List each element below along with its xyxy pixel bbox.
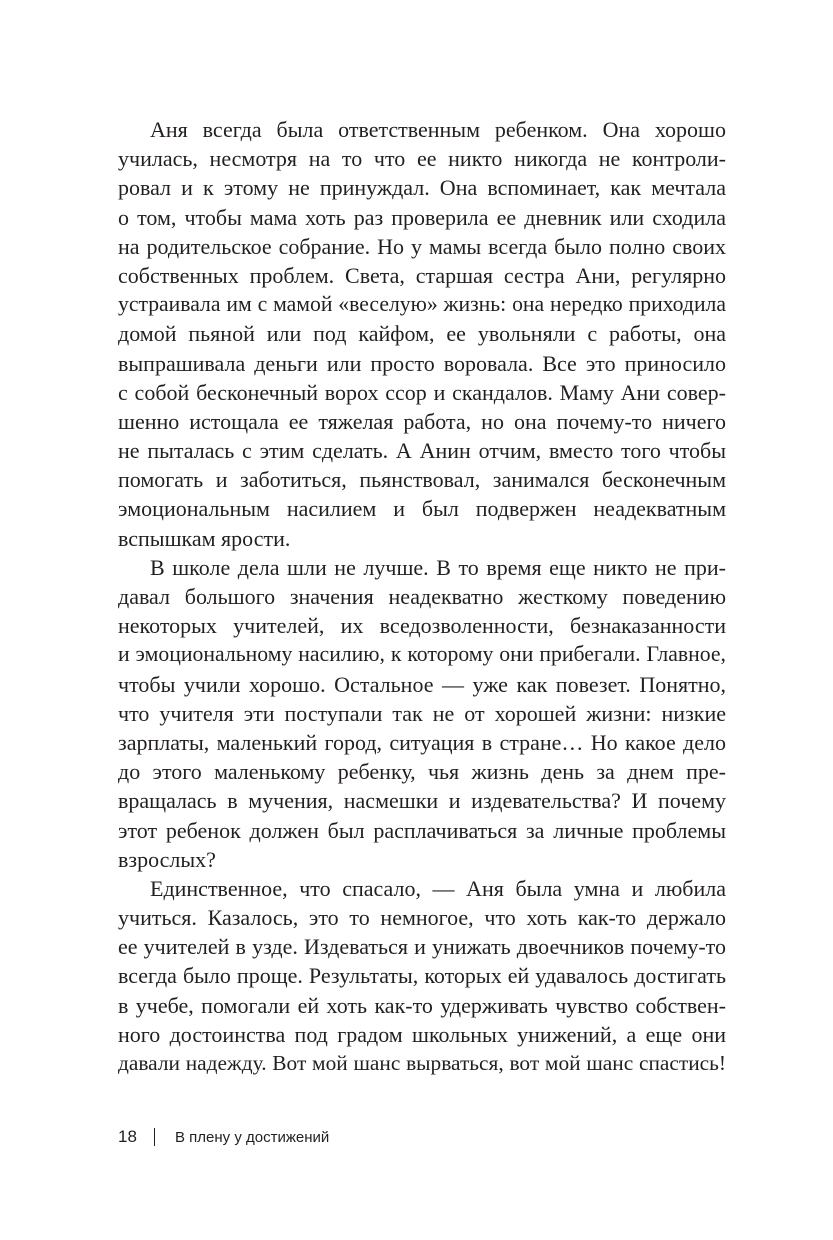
text-line: ного достоинства под градом школьных унижений, а еще они	[118, 1021, 726, 1047]
text-line: Единственное, что спасало, — Аня была умна и любила	[150, 875, 726, 901]
text-line: эмоциональным насилием и был подвержен неадекватным	[118, 496, 726, 522]
text-line: этот ребенок должен был расплачиваться за личные проблемы	[118, 817, 726, 843]
text-line: ровал и к этому не принуждал. Она вспоминает, как мечтала	[118, 175, 726, 201]
text-line: давали надежду. Вот мой шанс вырваться, вот мой шанс спастись!	[118, 1051, 726, 1075]
text-line: давал большого значения неадекватно жесткому поведению	[118, 584, 726, 609]
paragraph-1	[118, 115, 726, 553]
text-line: в учебе, помогали ей хоть как-то удерживать чувство собствен-	[118, 992, 726, 1018]
text-line: до этого маленькому ребенку, чья жизнь день за днем пре-	[118, 759, 726, 785]
paragraph-2	[118, 553, 726, 874]
page-number: 18	[118, 1127, 137, 1146]
text-line: на родительское собрание. Но у мамы всегда было полно своих	[118, 233, 726, 259]
text-line: шенно истощала ее тяжелая работа, но она почему-то ничего	[118, 408, 726, 434]
running-title: В плену у достижений	[175, 1128, 330, 1146]
text-line: взрослых?	[118, 846, 216, 872]
text-line: ее учителей в узде. Издеваться и унижать двоечников почему-то	[118, 934, 726, 960]
text-line: и эмоциональному насилию, к которому они прибегали. Главное,	[118, 642, 726, 667]
text-line: В школе дела шли не лучше. В то время еще никто не при-	[150, 554, 726, 580]
text-line: училась, несмотря на то что ее никто никогда не контроли-	[118, 146, 726, 172]
text-line: выпрашивала деньги или просто воровала. Все это приносило	[118, 350, 726, 376]
text-line: некоторых учителей, их вседозволенности, безнаказанности	[118, 613, 726, 639]
text-line: не пыталась с этим сделать. А Анин отчим, вместо того чтобы	[118, 438, 726, 464]
text-line: Аня всегда была ответственным ребенком. Она хорошо	[150, 117, 726, 142]
text-line: устраивала им с мамой «веселую» жизнь: она нередко приходила	[118, 292, 726, 317]
text-line: всегда было проще. Результаты, которых ей удавалось достигать	[118, 963, 726, 989]
text-line: зарплаты, маленький город, ситуация в стране… Но какое дело	[118, 729, 726, 755]
text-line: домой пьяной или под кайфом, ее увольняли с работы, она	[118, 321, 726, 347]
page-body	[118, 115, 726, 1078]
text-line: собственных проблем. Света, старшая сестра Ани, регулярно	[118, 262, 726, 288]
text-line: о том, чтобы мама хоть раз проверила ее дневник или сходила	[118, 204, 726, 230]
text-line: чтобы учили хорошо. Остальное — уже как повезет. Понятно,	[118, 671, 726, 697]
text-line: с собой бесконечный ворох ссор и скандалов. Маму Ани совер-	[118, 379, 726, 405]
text-line: помогать и заботиться, пьянствовал, занимался бесконечным	[118, 467, 726, 493]
text-line: учиться. Казалось, это то немногое, что хоть как-то держало	[118, 905, 726, 931]
text-line: вращалась в мучения, насмешки и издевательства? И почему	[118, 788, 726, 814]
text-line: что учителя эти поступали так не от хорошей жизни: низкие	[118, 700, 726, 726]
page-footer	[118, 1127, 329, 1147]
text-line: вспышкам ярости.	[118, 525, 291, 551]
footer-divider	[154, 1128, 155, 1146]
paragraph-3	[118, 874, 726, 1078]
